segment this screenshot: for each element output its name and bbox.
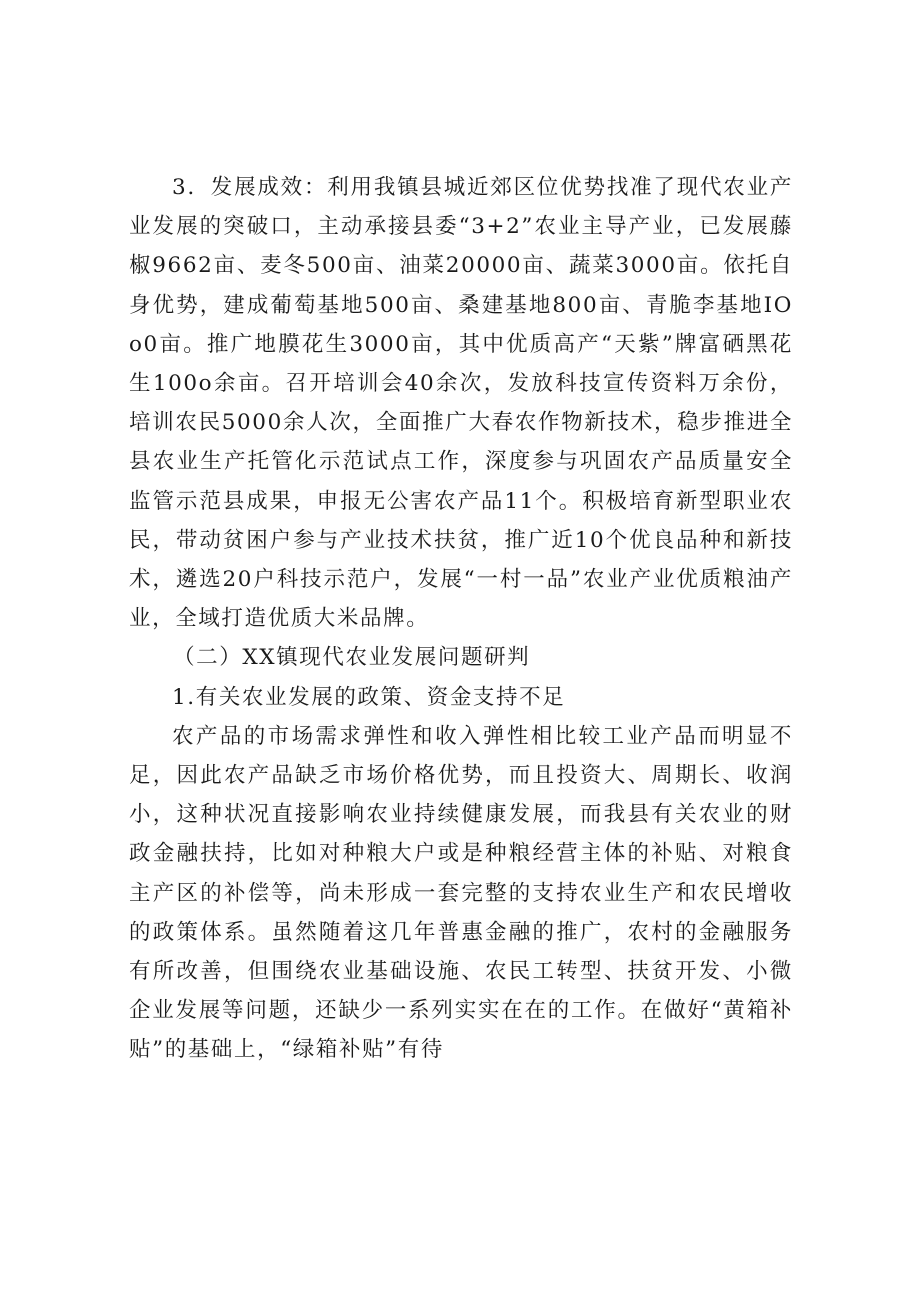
subheading-policy-funding: 1.有关农业发展的政策、资金支持不足 xyxy=(172,684,566,710)
paragraph-development-results: 3．发展成效：利用我镇县城近郊区位优势找准了现代农业产业发展的突破口，主动承接县委“3+2”农业主导产业，已发展藤椒9662亩、麦冬500亩、油菜20000亩、蔬菜3000亩。依托自身优势，建成葡萄基地500亩、桑建基地800亩、青脆李基地IOo0亩。推广地膜花生3000亩，其中优质高产“天紫”牌富硒黑花生100o余亩。召开培训会40余次，发放科技宣传资料万余份，培训农民5000余人次，全面推广大春农作物新技术，稳步推进全县农业生产托管化示范试点工作，深度参与巩固农产品质量安全监管示范县成果，申报无公害农产品11个。积极培育新型职业农民，带动贫困户参与产业技术扶贫，推广近10个优良品种和新技术，遴选20户科技示范户，发展“一村一品”农业产业优质粮油产业，全域打造优质大米品牌。 xyxy=(129,175,793,632)
section-heading-problem-analysis: （二）XX镇现代农业发展问题研判 xyxy=(173,645,531,671)
document-body xyxy=(129,168,793,1070)
paragraph-policy-funding: 农产品的市场需求弹性和收入弹性相比较工业产品而明显不足，因此农产品缺乏市场价格优势，而且投资大、周期长、收润小，这种状况直接影响农业持续健康发展，而我县有关农业的财政金融扶持，比如对种粮大户或是种粮经营主体的补贴、对粮食主产区的补偿等，尚未形成一套完整的支持农业生产和农民增收的政策体系。虽然随着这几年普惠金融的推广，农村的金融服务有所改善，但围绕农业基础设施、农民工转型、扶贫开发、小微企业发展等问题，还缺少一系列实实在在的工作。在做好“黄箱补贴”的基础上，“绿箱补贴”有待 xyxy=(129,723,793,1063)
